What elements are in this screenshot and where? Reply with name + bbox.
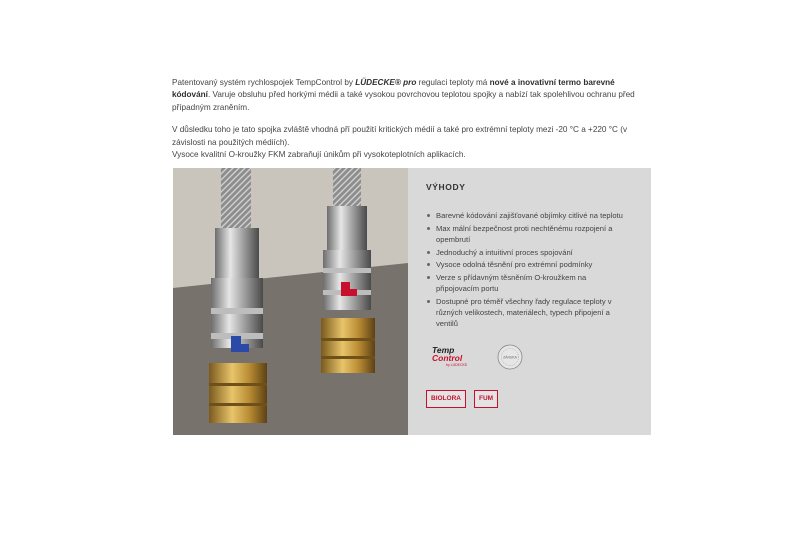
tempcontrol-logo-sub: by LÜDECKE bbox=[446, 362, 468, 367]
intro-text-part: . Varuje obsluhu před horkými médii a také vysokou povrchovou teplotou spojky a nabízí tak spolehlivou ochranu před případným zraněním. bbox=[172, 90, 635, 112]
benefit-item: Max mální bezpečnost proti nechtěnému rozpojení a opembrutí bbox=[426, 223, 626, 245]
left-brass-nut bbox=[209, 363, 267, 423]
tempcontrol-logo bbox=[432, 346, 476, 372]
logo-row bbox=[426, 344, 635, 376]
benefit-item: Verze s přídavným těsněním O-kroužkem na připojovacím portu bbox=[426, 272, 626, 294]
badge-biolora: BIOLORA bbox=[426, 390, 466, 408]
intro-text bbox=[172, 77, 652, 161]
brand-name: LÜDECKE® pro bbox=[355, 78, 417, 87]
right-sleeve bbox=[327, 206, 367, 254]
benefit-item: Jednoduchý a intuitivní proces spojování bbox=[426, 247, 626, 258]
benefits-panel bbox=[408, 168, 651, 435]
tempcontrol-logo-line1: Temp bbox=[432, 344, 455, 355]
intro-text-part: Patentovaný systém rychlospojek TempControl by bbox=[172, 78, 356, 87]
left-sleeve bbox=[215, 228, 259, 283]
right-brass-nut bbox=[321, 318, 375, 373]
intro-highlight: nové a inovativní termo barevné kódování bbox=[172, 78, 615, 100]
benefit-item: Dostupné pro téměř všechny řady regulace teploty v různých velikostech, materiálech, typech připojení a ventilů bbox=[426, 296, 626, 330]
left-hose bbox=[221, 168, 251, 238]
seal-text: ZÁRUKA bbox=[503, 355, 517, 360]
intro-paragraph-3: Vysoce kvalitní O-kroužky FKM zabraňují únikům při vysokoteplotních aplikacích. bbox=[172, 150, 466, 160]
benefit-item: Vysoce odolná těsnění pro extrémní podmínky bbox=[426, 259, 626, 270]
badge-fum: FUM bbox=[474, 390, 498, 408]
certification-badges bbox=[426, 390, 635, 408]
benefits-list bbox=[426, 210, 635, 330]
right-coupling-body bbox=[323, 250, 371, 310]
product-photo bbox=[173, 168, 408, 435]
coupling-illustration bbox=[173, 168, 408, 435]
intro-text-part: regulaci teploty má bbox=[416, 78, 490, 87]
benefit-item: Barevné kódování zajišťované objímky citlivé na teplotu bbox=[426, 210, 626, 221]
intro-paragraph-1 bbox=[172, 77, 652, 114]
intro-paragraph-2: V důsledku toho je tato spojka zvláště vhodná pří použití kritických médií a také pro extrémní teploty mezi -20 °C a +220 °C (v závislosti na použitých médiích). bbox=[172, 125, 628, 147]
tempcontrol-logo-line2: Control bbox=[432, 353, 463, 364]
warranty-seal-icon bbox=[497, 344, 523, 370]
benefits-title: VÝHODY bbox=[426, 182, 466, 192]
product-panel bbox=[173, 168, 651, 435]
